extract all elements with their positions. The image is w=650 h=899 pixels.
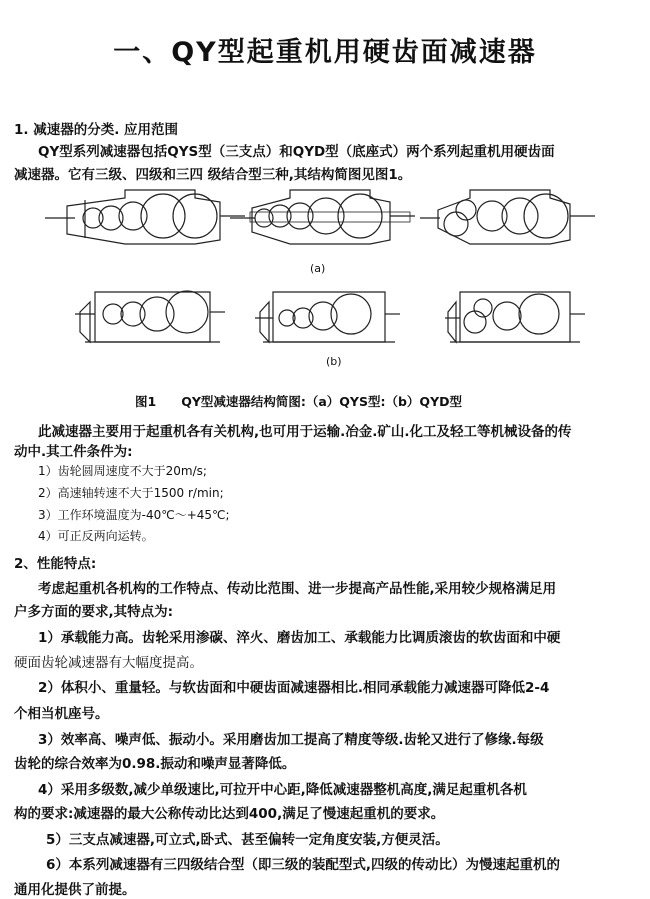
qyd-four-stage-diagram [255,292,400,342]
usage-line2: 动中.其工件条件为: [14,444,133,460]
qys-diagrams [45,180,625,260]
section2-intro-line2: 户多方面的要求,其特点为: [14,604,174,620]
feature4-line1: 4）采用多级数,减少单级速比,可拉开中心距,降低减速器整机高度,满足起重机各机 [38,782,527,798]
figure-caption: 图1 QY型减速器结构简图:（a）QYS型:（b）QYD型 [135,394,462,409]
section2-heading: 2、性能特点: [14,556,97,572]
condition-3: 3）工作环境温度为-40℃～+45℃; [38,508,230,522]
feature1-line1: 1）承载能力高。齿轮采用渗碳、淬火、磨齿加工、承载能力比调质滚齿的软齿面和中硬 [38,630,561,646]
feature4-line2: 构的要求:减速器的最大公称传动比达到400,满足了慢速起重机的要求。 [14,806,445,822]
feature6-line1: 6）本系列减速器有三四级结合型（即三级的装配型式,四级的传动比）为慢速起重机的 [46,857,561,873]
usage-line1: 此减速器主要用于起重机各有关机构,也可用于运输.冶金.矿山.化工及轻工等机械设备的传 [38,424,572,440]
feature2-line2: 个相当机座号。 [14,706,109,722]
feature6-line2: 通用化提供了前提。 [14,882,136,898]
feature1-line2: 硬面齿轮减速器有大幅度提高。 [14,655,203,671]
section1-intro-line1: QY型系列减速器包括QYS型（三支点）和QYD型（底座式）两个系列起重机用硬齿面 [38,144,555,160]
qyd-diagrams [75,282,625,352]
figure-label-a: (a) [310,262,326,275]
section2-intro-line1: 考虑起重机各机构的工作特点、传动比范围、进一步提高产品性能,采用较少规格满足用 [38,581,557,597]
qys-combined-diagram [420,190,595,244]
figure-label-b: (b) [326,355,342,368]
qys-four-stage-diagram [230,190,415,244]
section1-intro-line2: 减速器。它有三级、四级和三四 级结合型三种,其结构简图见图1。 [14,167,412,183]
condition-2: 2）高速轴转速不大于1500 r/min; [38,486,224,500]
section1-heading: 1. 减速器的分类. 应用范围 [14,122,179,138]
feature2-line1: 2）体积小、重量轻。与软齿面和中硬齿面减速器相比.相同承载能力减速器可降低2-4 [38,680,550,696]
feature3-line1: 3）效率高、噪声低、振动小。采用磨齿加工提高了精度等级.齿轮又进行了修缘.每级 [38,732,544,748]
qyd-three-stage-diagram [75,291,225,342]
page-title: 一、QY型起重机用硬齿面减速器 [113,37,537,68]
condition-4: 4）可正反两向运转。 [38,529,154,543]
qys-three-stage-diagram [45,190,245,244]
feature3-line2: 齿轮的综合效率为0.98.振动和噪声显著降低。 [14,756,296,772]
feature5-line1: 5）三支点减速器,可立式,卧式、甚至偏转一定角度安装,方便灵活。 [46,832,449,848]
condition-1: 1）齿轮圆周速度不大于20m/s; [38,464,207,478]
qyd-combined-diagram [445,292,585,342]
